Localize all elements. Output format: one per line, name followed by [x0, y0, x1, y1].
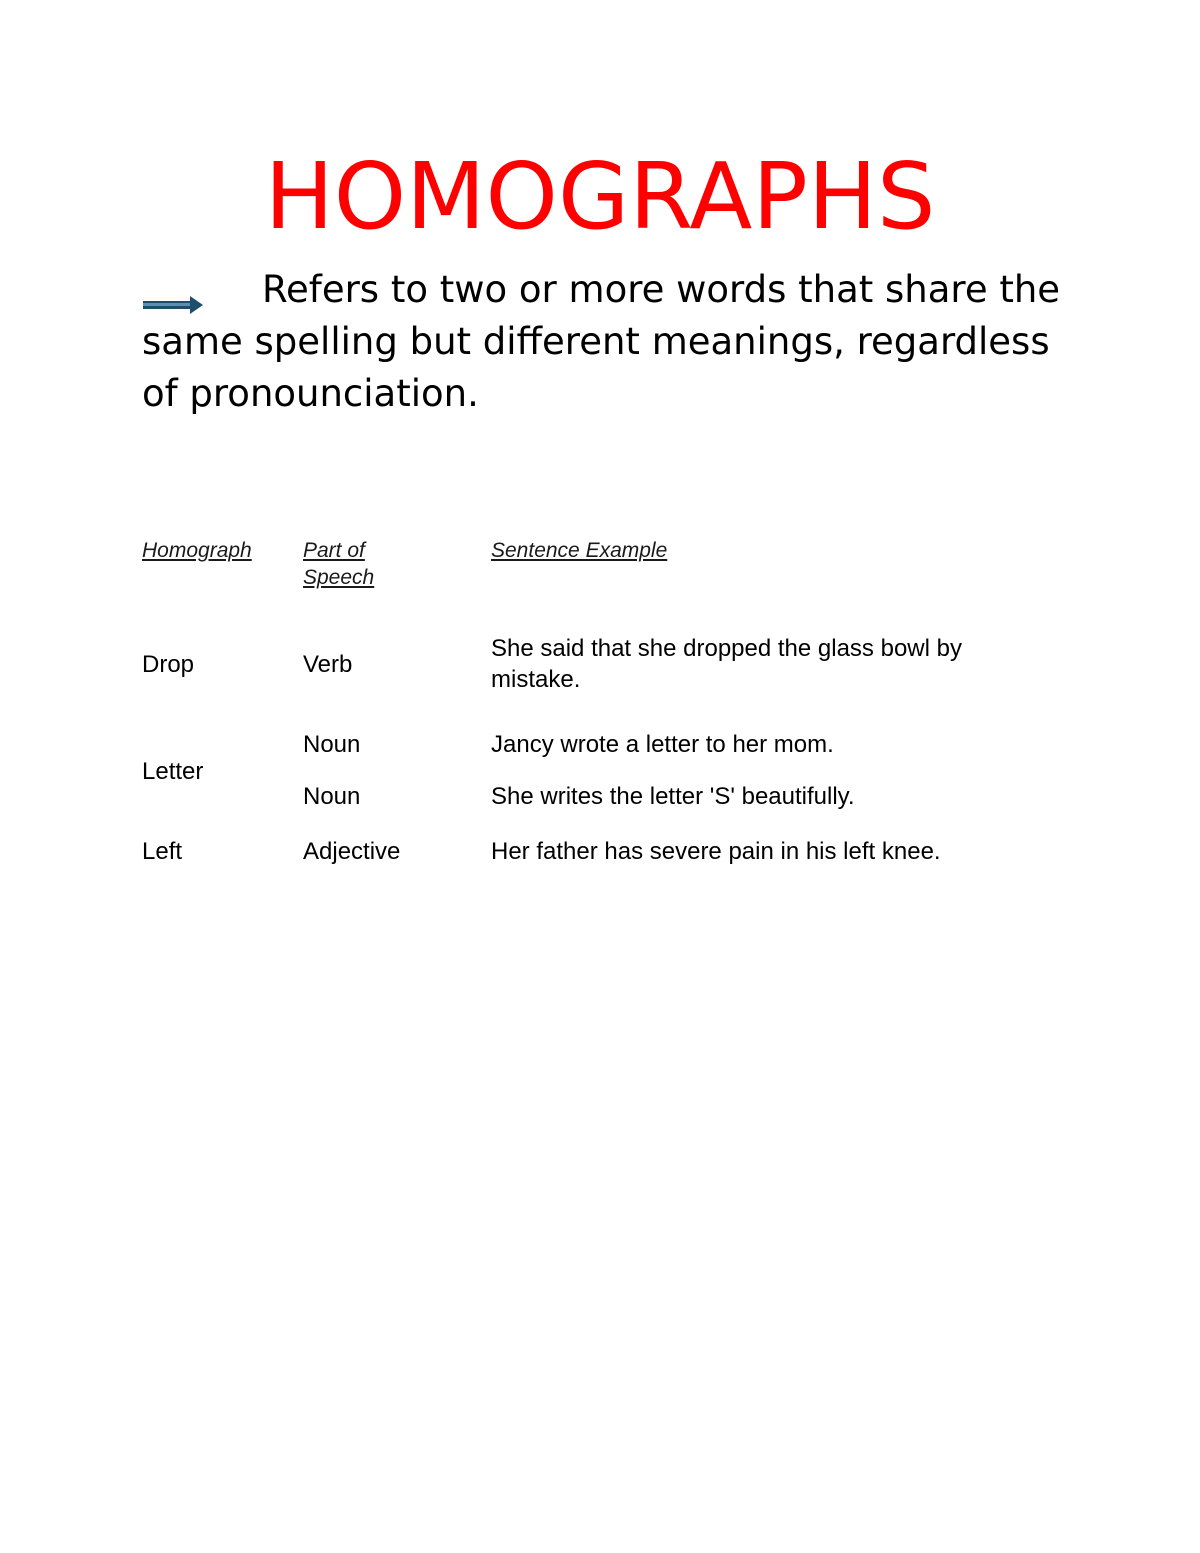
table-row: [142, 824, 1051, 879]
sentence-cell: She said that she dropped the glass bowl by mistake.: [491, 635, 962, 693]
definition-paragraph: [142, 264, 1062, 420]
part-of-speech-cell: Noun: [303, 730, 361, 758]
part-of-speech-cell: Verb: [303, 650, 353, 678]
homograph-cell: Drop: [142, 650, 195, 678]
header-sentence-example: Sentence Example: [491, 539, 668, 562]
header-part-of-speech: Part of Speech: [303, 539, 375, 589]
table-row: [142, 709, 1051, 769]
part-of-speech-cell: Noun: [303, 783, 361, 810]
sentence-cell: Her father has severe pain in his left knee.: [491, 838, 941, 865]
right-arrow-icon: [142, 277, 204, 297]
part-of-speech-cell: Adjective: [303, 838, 401, 865]
sentence-cell: Jancy wrote a letter to her mom.: [491, 730, 834, 758]
sentence-cell: She writes the letter 'S' beautifully.: [491, 783, 855, 810]
page-title: HOMOGRAPHS: [264, 143, 936, 250]
header-homograph: Homograph: [142, 539, 252, 562]
homographs-table: [142, 533, 1051, 879]
table-row: [142, 619, 1051, 709]
homograph-cell: Letter: [142, 758, 204, 785]
definition-text: Refers to two or more words that share the same spelling but different meanings, regardless of pronounciation.: [142, 268, 1061, 415]
table-header-row: [142, 533, 1051, 619]
homograph-cell: Left: [142, 838, 183, 865]
